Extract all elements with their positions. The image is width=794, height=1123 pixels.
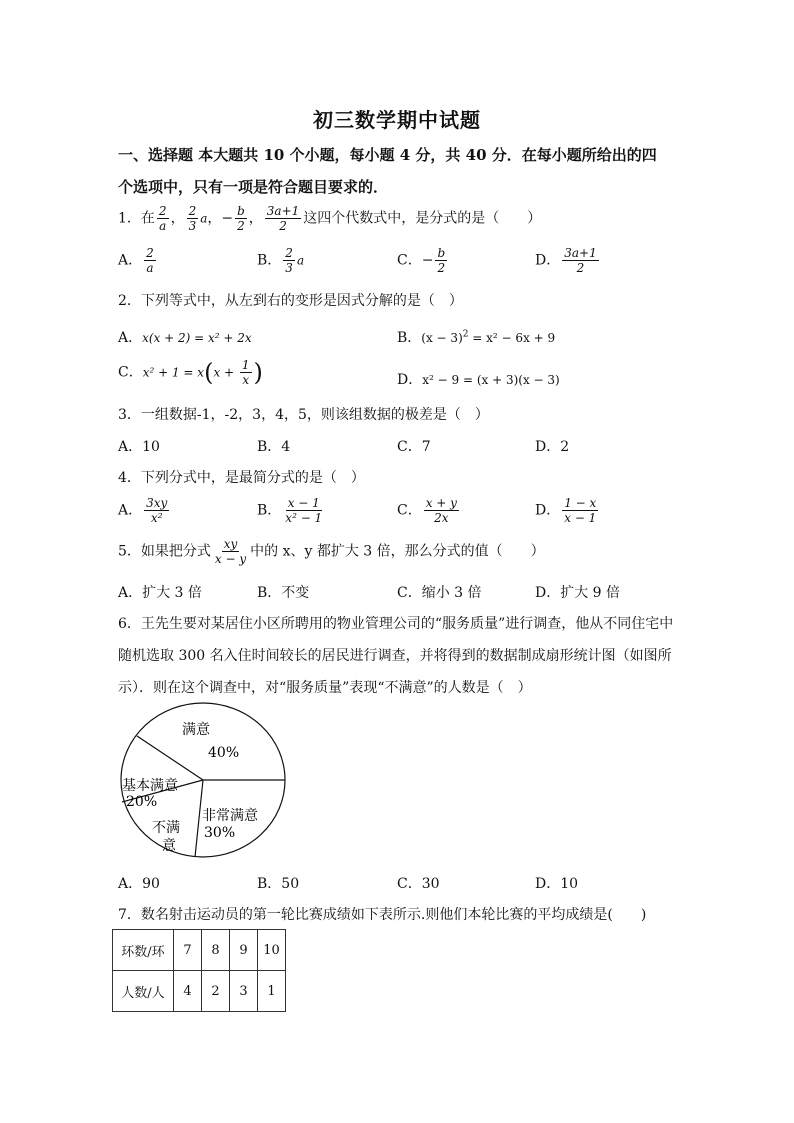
question-6-line2: 随机选取 300 名入住时间较长的居民进行调查，并将得到的数据制成扇形统计图（如图所 bbox=[118, 648, 672, 664]
table-cell: 7 bbox=[174, 930, 202, 971]
q1-option-b: B． $\frac{2}{3}$ a bbox=[257, 246, 305, 275]
q6-option-d: D．10 bbox=[535, 876, 579, 892]
question-6-line3: 示）．则在这个调查中，对“服务质量”表现“不满意”的人数是（ ） bbox=[118, 680, 532, 696]
pie-pct-jiben: 20% bbox=[126, 794, 158, 810]
q1-frac-2: $\frac{2}{3}$ bbox=[188, 204, 197, 233]
question-4-stem: 4．下列分式中，是最简分式的是（ ） bbox=[118, 470, 365, 486]
q5-option-c: C．缩小 3 倍 bbox=[397, 585, 482, 601]
q5-option-b: B．不变 bbox=[257, 585, 310, 601]
pie-label-feichang: 非常满意 bbox=[202, 808, 258, 824]
q5-option-a: A．扩大 3 倍 bbox=[118, 585, 202, 601]
q3-option-a: A．10 bbox=[118, 439, 160, 455]
q1-option-c: C．− $\frac{b}{2}$ bbox=[397, 246, 446, 275]
table-header-cell: 人数/人 bbox=[113, 971, 174, 1012]
q2-option-a: A．x(x + 2) = x² + 2x bbox=[118, 330, 252, 346]
pie-label-manyi: 满意 bbox=[182, 722, 210, 738]
table-row bbox=[113, 930, 286, 971]
pie-pct-feichang: 30% bbox=[204, 825, 236, 841]
table-cell: 2 bbox=[202, 971, 230, 1012]
pie-label-bu-1: 不满 bbox=[152, 820, 180, 836]
section-heading-line2: 个选项中，只有一项是符合题目要求的． bbox=[118, 178, 389, 196]
pie-chart bbox=[118, 702, 290, 862]
question-6-line1: 6．王先生要对某居住小区所聘用的物业管理公司的“服务质量”进行调查，他从不同住宅中 bbox=[118, 616, 674, 632]
table-cell: 10 bbox=[258, 930, 286, 971]
q4-option-b: B． $\frac{x - 1}{\text{x² − 1}}$ bbox=[257, 496, 323, 525]
q3-option-b: B．4 bbox=[257, 439, 291, 455]
q5-option-d: D．扩大 9 倍 bbox=[535, 585, 621, 601]
table-cell: 9 bbox=[230, 930, 258, 971]
q6-option-c: C．30 bbox=[397, 876, 440, 892]
q4-option-a: A． $\frac{3xy}{\text{x²}}$ bbox=[118, 496, 168, 525]
q1-frac-1: $\frac{2}{a}$ bbox=[158, 204, 167, 233]
q3-option-c: C．7 bbox=[397, 439, 431, 455]
q6-option-b: B．50 bbox=[257, 876, 300, 892]
question-7-stem: 7．数名射击运动员的第一轮比赛成绩如下表所示.则他们本轮比赛的平均成绩是( ) bbox=[118, 907, 647, 923]
q3-option-d: D．2 bbox=[535, 439, 570, 455]
pie-label-jiben: 基本满意 bbox=[122, 778, 178, 794]
q5-frac: $\frac{xy}{x - y}$ bbox=[214, 537, 247, 566]
q2-option-b: B．$(x - 3)^2 = x^2 - 6x + 9$ bbox=[397, 329, 556, 346]
page-title: 初三数学期中试题 bbox=[313, 108, 481, 132]
pie-pct-manyi: 40% bbox=[208, 745, 240, 761]
q4-option-c: C． $\frac{x + y}{2x}$ bbox=[397, 496, 457, 525]
pie-label-bu-2: 意 bbox=[162, 838, 176, 854]
score-table bbox=[112, 929, 286, 1012]
q1-frac-4: $\frac{3a+1}{2}$ bbox=[266, 204, 300, 233]
table-row bbox=[113, 971, 286, 1012]
table-cell: 4 bbox=[174, 971, 202, 1012]
q1-frac-3: $\frac{b}{2}$ bbox=[237, 204, 245, 233]
q1-option-d: D． $\frac{3a+1}{2}$ bbox=[535, 246, 597, 275]
q6-option-a: A．90 bbox=[118, 876, 160, 892]
table-header-cell: 环数/环 bbox=[113, 930, 174, 971]
question-5-stem: 5．如果把分式 $\frac{xy}{x - y}$ 中的 x、y 都扩大 3 倍，那么分式的值（ ） bbox=[118, 537, 545, 566]
q1-option-a: A． $\frac{2}{a}$ bbox=[118, 246, 154, 275]
question-1-stem: 1．在 $\frac{2}{a}$ ， $\frac{2}{3}$ a，− $\frac{b}{2}$ ， $\frac{3a+1}{2}$ 这四个代数式中，是分式的是（ ） bbox=[118, 204, 542, 233]
q4-option-d: D． $\frac{1 - x}{x - 1}$ bbox=[535, 496, 597, 525]
q2-option-d: D．x² − 9 = (x + 3)(x − 3) bbox=[397, 372, 560, 388]
table-cell: 3 bbox=[230, 971, 258, 1012]
q2-option-c: C．x² + 1 = x(x + $\frac{1}{x}$ ) bbox=[118, 358, 263, 387]
question-3-stem: 3．一组数据-1，-2，3，4，5，则该组数据的极差是（ ） bbox=[118, 407, 489, 423]
section-heading-line1: 一、选择题 本大题共 10 个小题，每小题 4 分，共 40 分．在每小题所给出的四 bbox=[118, 146, 657, 164]
question-2-stem: 2．下列等式中，从左到右的变形是因式分解的是（ ） bbox=[118, 293, 463, 309]
table-cell: 8 bbox=[202, 930, 230, 971]
table-cell: 1 bbox=[258, 971, 286, 1012]
